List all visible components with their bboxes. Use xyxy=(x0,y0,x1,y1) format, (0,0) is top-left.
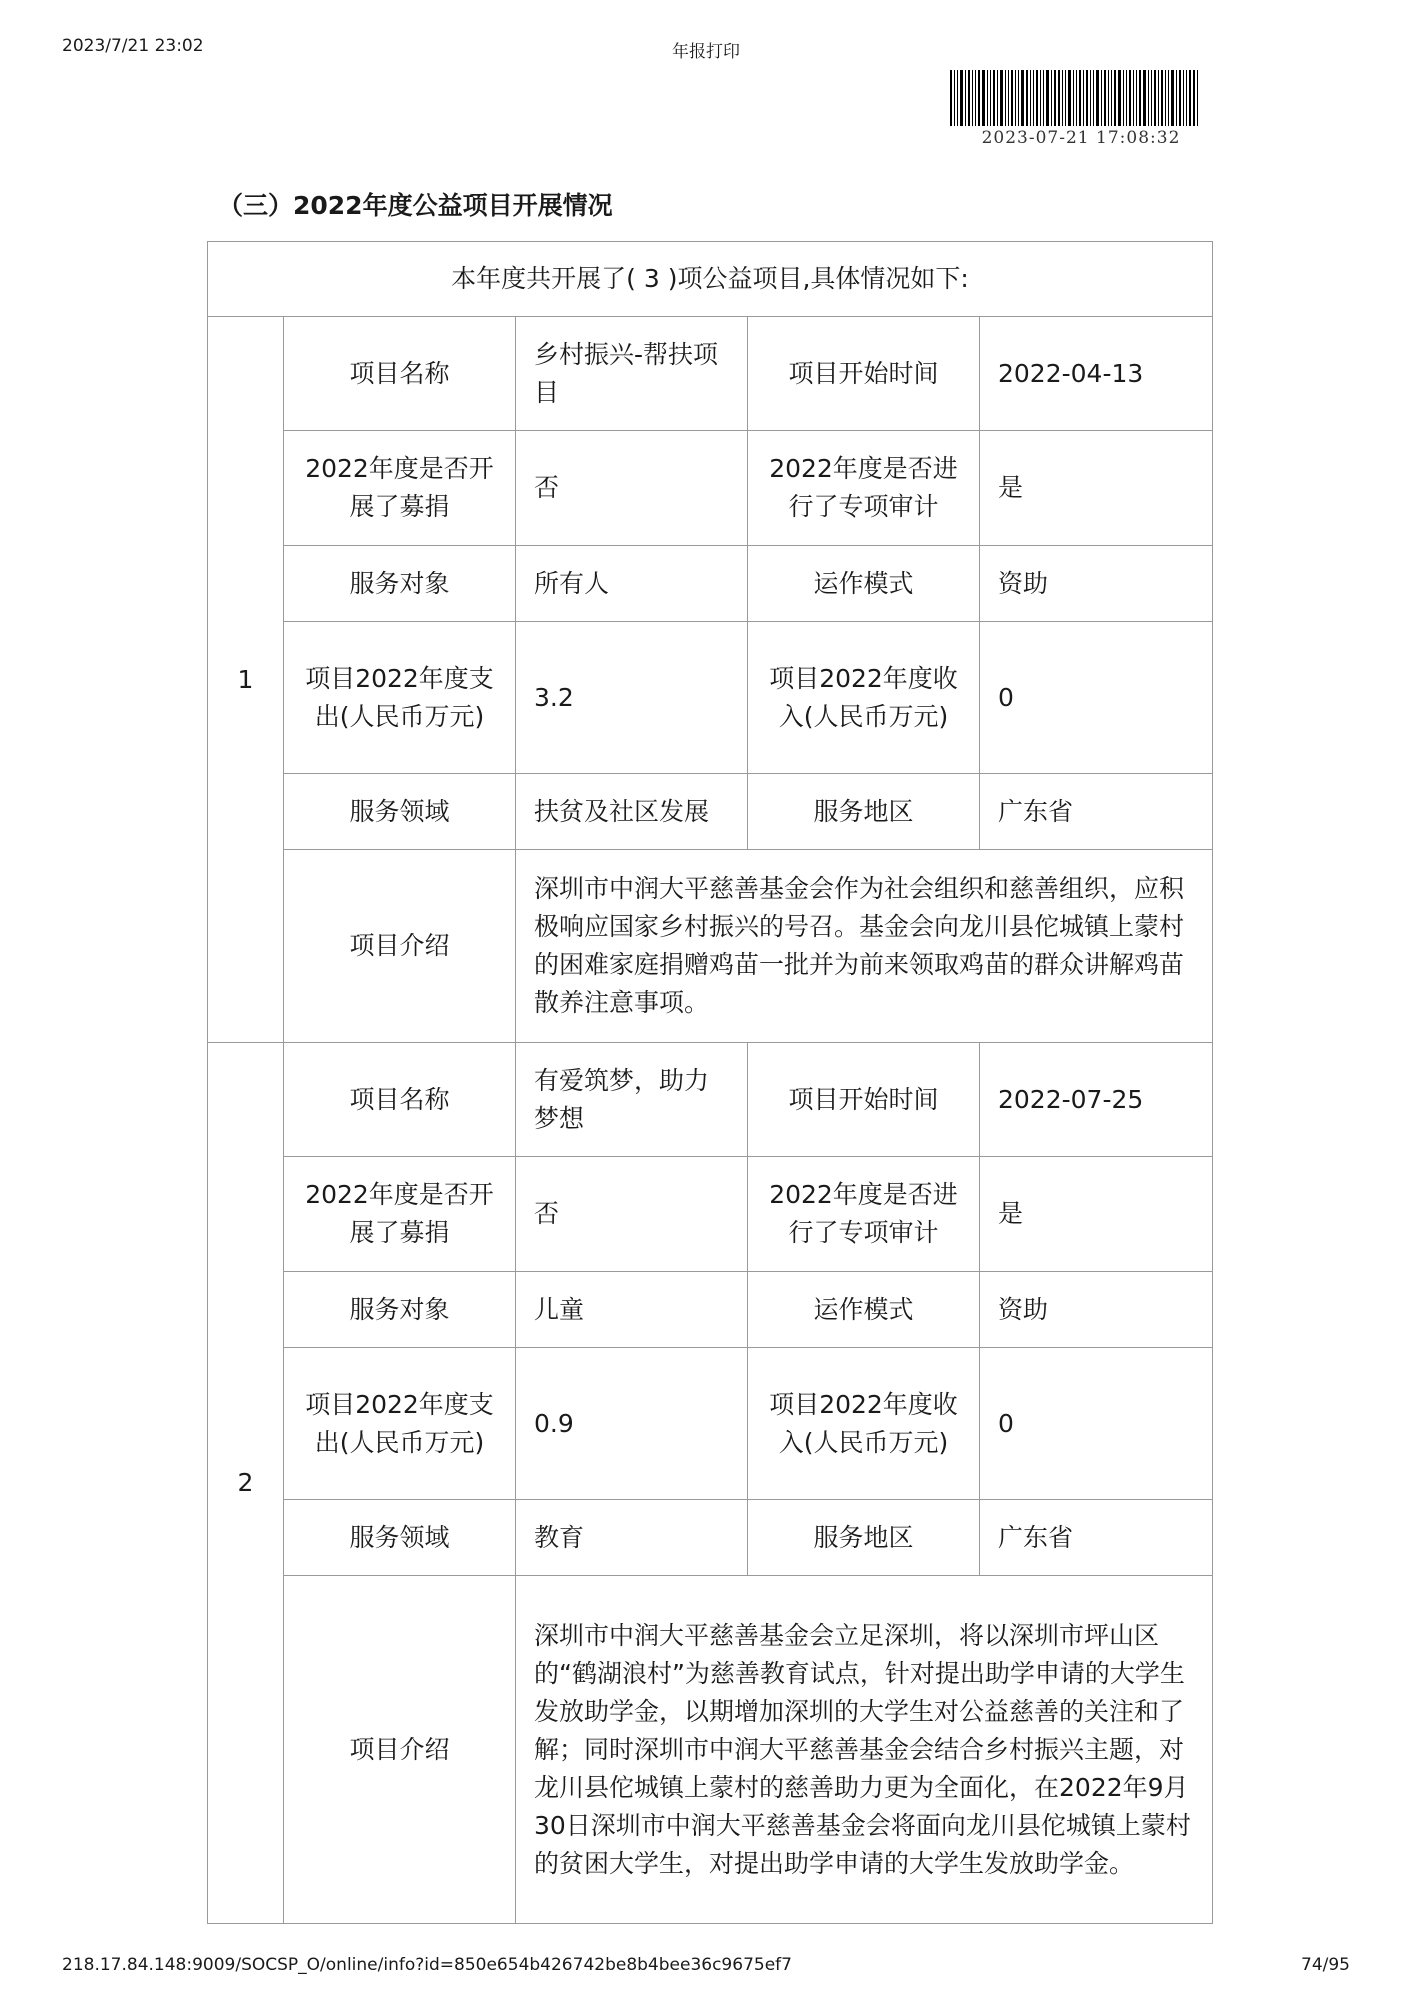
barcode-bar xyxy=(954,70,955,126)
label-audit: 2022年度是否进行了专项审计 xyxy=(748,431,980,546)
label-start-date: 项目开始时间 xyxy=(748,1043,980,1157)
label-project-name: 项目名称 xyxy=(284,1043,516,1157)
project-number: 1 xyxy=(208,317,284,1043)
label-operation-mode: 运作模式 xyxy=(748,546,980,622)
barcode-bar xyxy=(1015,70,1016,126)
barcode-bar xyxy=(1118,70,1121,126)
label-income: 项目2022年度收入(人民币万元) xyxy=(748,622,980,774)
barcode-bar xyxy=(1046,70,1049,126)
barcode-bar xyxy=(1165,70,1166,126)
barcode-bar xyxy=(1040,70,1041,126)
barcode-bar xyxy=(957,70,958,126)
barcode-bar xyxy=(1126,70,1127,126)
label-income: 项目2022年度收入(人民币万元) xyxy=(748,1348,980,1500)
table-row xyxy=(208,1157,1213,1272)
barcode-bar xyxy=(1051,70,1052,126)
label-audit: 2022年度是否进行了专项审计 xyxy=(748,1157,980,1272)
barcode-bar xyxy=(1086,70,1088,126)
audit-value: 是 xyxy=(980,431,1213,546)
table-row xyxy=(208,1500,1213,1576)
barcode-bar xyxy=(968,70,970,126)
label-expense: 项目2022年度支出(人民币万元) xyxy=(284,622,516,774)
barcode-bar xyxy=(1062,70,1063,126)
label-expense: 项目2022年度支出(人民币万元) xyxy=(284,1348,516,1500)
barcode-bar xyxy=(1011,70,1013,126)
barcode-bar xyxy=(1018,70,1019,126)
section-title: （三）2022年度公益项目开展情况 xyxy=(218,191,613,220)
barcode-bar xyxy=(1108,70,1109,126)
table-row xyxy=(208,1272,1213,1348)
barcode-bar xyxy=(1176,70,1177,126)
service-target: 所有人 xyxy=(516,546,748,622)
barcode-bar xyxy=(1026,70,1028,126)
income-value: 0 xyxy=(980,1348,1213,1500)
service-field: 教育 xyxy=(516,1500,748,1576)
table-row xyxy=(208,850,1213,1043)
project-name: 乡村振兴-帮扶项目 xyxy=(516,317,748,431)
barcode-bar xyxy=(1148,70,1149,126)
barcode-bar xyxy=(1104,70,1106,126)
barcode-bar xyxy=(993,70,995,126)
project-name: 有爱筑梦，助力梦想 xyxy=(516,1043,748,1157)
barcode-bar xyxy=(1101,70,1102,126)
audit-value: 是 xyxy=(980,1157,1213,1272)
barcode-bar xyxy=(1021,70,1024,126)
barcode-bar xyxy=(1065,70,1066,126)
service-field: 扶贫及社区发展 xyxy=(516,774,748,850)
service-target: 儿童 xyxy=(516,1272,748,1348)
operation-mode: 资助 xyxy=(980,1272,1213,1348)
project-intro: 深圳市中润大平慈善基金会立足深圳，将以深圳市坪山区的“鹤湖浪村”为慈善教育试点，针对提出助学申请的大学生发放助学金，以期增加深圳的大学生对公益慈善的关注和了解；同时深圳市中润大平慈善基金会结合乡村振兴主题，对龙川县佗城镇上蒙村的慈善助力更为全面化，在2022年9月30日深圳市中润大平慈善基金会将面向龙川县佗城镇上蒙村的贫困大学生，对提出助学申请的大学生发放助学金。 xyxy=(516,1576,1213,1924)
barcode-bar xyxy=(1068,70,1071,126)
barcode-bar xyxy=(950,70,952,126)
table-row xyxy=(208,622,1213,774)
page-number: 74/95 xyxy=(1301,1955,1350,1975)
barcode-bar xyxy=(1189,70,1191,126)
barcode-bar xyxy=(1154,70,1156,126)
barcode-bar xyxy=(1171,70,1174,126)
expense-value: 3.2 xyxy=(516,622,748,774)
barcode-bar xyxy=(1129,70,1131,126)
project-intro: 深圳市中润大平慈善基金会作为社会组织和慈善组织，应积极响应国家乡村振兴的号召。基金会向龙川县佗城镇上蒙村的困难家庭捐赠鸡苗一批并为前来领取鸡苗的群众讲解鸡苗散养注意事项。 xyxy=(516,850,1213,1043)
barcode-bar xyxy=(1111,70,1112,126)
barcode-bar xyxy=(1043,70,1044,126)
barcode-bar xyxy=(1158,70,1159,126)
label-intro: 项目介绍 xyxy=(284,850,516,1043)
label-start-date: 项目开始时间 xyxy=(748,317,980,431)
barcode-bar xyxy=(965,70,966,126)
barcode-bars xyxy=(950,70,1212,126)
barcode-bar xyxy=(1133,70,1134,126)
label-intro: 项目介绍 xyxy=(284,1576,516,1924)
barcode-bar xyxy=(1073,70,1074,126)
start-date: 2022-04-13 xyxy=(980,317,1213,431)
barcode-bar xyxy=(997,70,998,126)
barcode-bar xyxy=(1161,70,1163,126)
barcode-bar xyxy=(1008,70,1009,126)
barcode-bar xyxy=(972,70,973,126)
barcode-bar xyxy=(1083,70,1084,126)
barcode-bar xyxy=(1139,70,1141,126)
label-service-field: 服务领域 xyxy=(284,1500,516,1576)
barcode-timestamp: 2023-07-21 17:08:32 xyxy=(981,128,1181,148)
barcode-bar xyxy=(1000,70,1003,126)
barcode-bar xyxy=(1123,70,1124,126)
barcode-bar xyxy=(1036,70,1038,126)
service-region: 广东省 xyxy=(980,774,1213,850)
barcode xyxy=(950,70,1212,148)
summary-row xyxy=(208,242,1213,317)
projects-table xyxy=(207,241,1213,1924)
document-title: 年报打印 xyxy=(672,42,740,62)
label-service-target: 服务对象 xyxy=(284,546,516,622)
barcode-bar xyxy=(1197,70,1198,126)
table-row xyxy=(208,774,1213,850)
barcode-bar xyxy=(1193,70,1195,126)
barcode-bar xyxy=(1183,70,1184,126)
label-service-field: 服务领域 xyxy=(284,774,516,850)
barcode-bar xyxy=(1030,70,1031,126)
barcode-bar xyxy=(1054,70,1056,126)
table-row xyxy=(208,431,1213,546)
barcode-bar xyxy=(1151,70,1152,126)
barcode-bar xyxy=(960,70,963,126)
label-service-region: 服务地区 xyxy=(748,774,980,850)
barcode-bar xyxy=(987,70,988,126)
barcode-bar xyxy=(1076,70,1077,126)
label-fundraise: 2022年度是否开展了募捐 xyxy=(284,431,516,546)
table-row xyxy=(208,1043,1213,1157)
service-region: 广东省 xyxy=(980,1500,1213,1576)
label-operation-mode: 运作模式 xyxy=(748,1272,980,1348)
barcode-bar xyxy=(1079,70,1081,126)
barcode-bar xyxy=(1186,70,1187,126)
project-number: 2 xyxy=(208,1043,284,1924)
barcode-bar xyxy=(1005,70,1006,126)
table-row xyxy=(208,546,1213,622)
table-row xyxy=(208,317,1213,431)
barcode-bar xyxy=(1033,70,1034,126)
fundraise-value: 否 xyxy=(516,1157,748,1272)
barcode-bar xyxy=(1096,70,1099,126)
label-service-target: 服务对象 xyxy=(284,1272,516,1348)
barcode-bar xyxy=(1143,70,1146,126)
barcode-bar xyxy=(1168,70,1169,126)
table-row xyxy=(208,1576,1213,1924)
table-row xyxy=(208,1348,1213,1500)
barcode-bar xyxy=(1136,70,1137,126)
barcode-bar xyxy=(1114,70,1116,126)
summary-text: 本年度共开展了( 3 )项公益项目,具体情况如下: xyxy=(208,242,1213,317)
operation-mode: 资助 xyxy=(980,546,1213,622)
barcode-bar xyxy=(978,70,980,126)
barcode-bar xyxy=(982,70,985,126)
footer-url: 218.17.84.148:9009/SOCSP_O/online/info?id=850e654b426742be8b4bee36c9675ef7 xyxy=(62,1955,792,1975)
barcode-bar xyxy=(975,70,976,126)
fundraise-value: 否 xyxy=(516,431,748,546)
barcode-bar xyxy=(1093,70,1094,126)
label-project-name: 项目名称 xyxy=(284,317,516,431)
print-datetime: 2023/7/21 23:02 xyxy=(62,36,204,56)
income-value: 0 xyxy=(980,622,1213,774)
start-date: 2022-07-25 xyxy=(980,1043,1213,1157)
barcode-bar xyxy=(990,70,991,126)
label-service-region: 服务地区 xyxy=(748,1500,980,1576)
expense-value: 0.9 xyxy=(516,1348,748,1500)
label-fundraise: 2022年度是否开展了募捐 xyxy=(284,1157,516,1272)
barcode-bar xyxy=(1179,70,1181,126)
barcode-bar xyxy=(1058,70,1060,126)
barcode-bar xyxy=(1090,70,1091,126)
